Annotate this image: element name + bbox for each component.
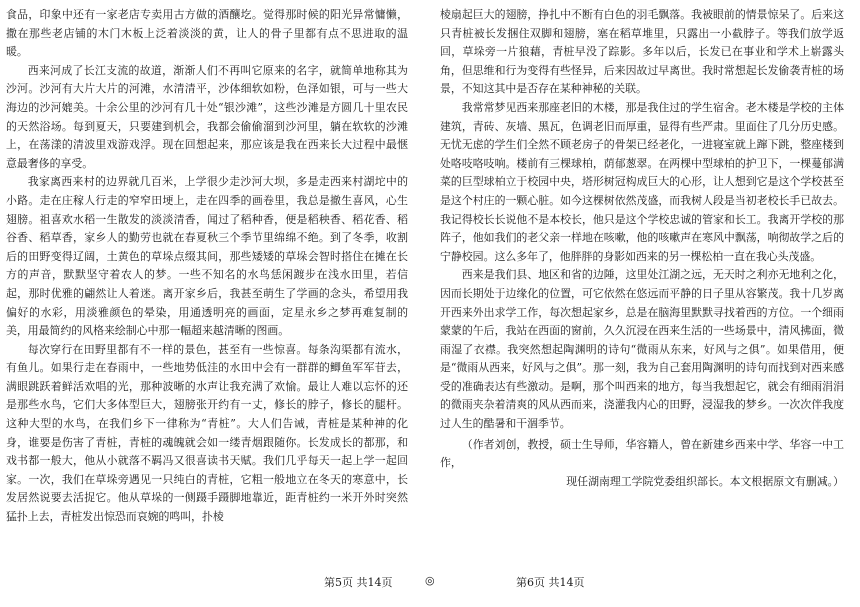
- right-column: [440, 6, 844, 491]
- paragraph: 我常常梦见西来那座老旧的木楼，那是我住过的学生宿舍。老木楼是学校的主体建筑，青砖、灰墙、黑瓦，色调老旧而厚重，显得有些严肃。里面住了几分历史感。无忧无虑的学生们全然不顾老房子的骨架已经老化，一进寝室就上蹿下跳，整座楼到处咯吱咯吱响。楼前有三棵球柏，荫郁葱翠。在两棵中型球柏的护卫下，一棵蔓郁满菜的巨型球柏立于校园中央，塔形树冠构成巨大的心形，让人想到它是这个学校甚至是这个村庄的一颗心脏。如今这棵树依然茂盛，而我树人段是当初老校长手已故去。我记得校长长说他不是本校长，他只是这个学校忠诚的管家和长工。我离开学校的那阵子，他如我们的老父亲一样地在咳嗽，他的咳嗽声在寒风中飘荡，响彻故学之后的宁静校园。这么多年了，他胖胖的身影如西来的另一棵松柏一直在我心头茂盛。: [440, 100, 844, 263]
- center-mark: ◎: [425, 574, 435, 587]
- paragraph: 食品，印象中还有一家老店专卖用古方做的酒釀圪。觉得那时候的阳光异常慵懒，撒在那些老店铺的木门木板上泛着淡淡的黄，让人的骨子里都有点不思进取的温暖。: [6, 8, 408, 59]
- right-page-number: 第6页 共14页: [516, 576, 585, 589]
- author-note: （作者刘创，教授，硕士生导师，华容籍人，曾在新建乡西来中学、华容一中工作，: [440, 437, 844, 470]
- left-page-number: 第5页 共14页: [324, 576, 393, 589]
- paragraph: 西来河成了长江支流的故道，渐渐人们不再叫它原来的名字，就简单地称其为沙河。沙河有大片大片的河滩，水清清平，沙体细软如粉，色泽如银，可与一些大海边的沙河媲美。十余公里的沙河有几十处“银沙滩”，这些沙滩是方圆几十里农民的天然浴场。每到夏天，只要建到机会，我都会偷偷溜到沙河里，躺在软软的沙滩上，在荡漾的清波里戏游戏浮。现在回想起来，那应该是我在西来长大过程中最惬意最奢侈的享受。: [6, 63, 408, 170]
- author-note-end: 现任湖南理工学院党委组织部长。本文根据原文有删减。）: [566, 474, 844, 488]
- left-column: [6, 6, 408, 527]
- paragraph: 每次穿行在田野里都有不一样的景色，甚至有一些惊喜。每条沟渠都有流水，有鱼儿。如果行走在春雨中，一些地势低洼的水田中会有一群群的鲫鱼军军苷去，满眼跳跃着鲜活欢唱的光，那种波晰的水声让我充满了欢愉。最让人难以忘怀的还是那些水鸟，它们大多体型巨大，翅膀张开约有一丈，修长的脖子，修长的腿杆。这种大型的水鸟，在我们乡下一律称为“青桩”。大人们告诫，青桩是某种神的化身，谁要是伤害了青桩，青桩的魂魄就会如一缕青烟跟随你。长发成长的都那，和戏书都一般大，他从小就落不羁冯又很喜读书天赋。我们几乎每天一起上学一起回家。一次，我们在草垛旁遇见一只纯白的青桩，它粗一般地立在冬天的寒意中，长发居然说要去活捉它。他从草垛的一侧蹑手蹑脚地靠近，距青桩约一米开外时突然猛扑上去，青桩发出惊恐而哀婉的鸣叫，扑棱: [6, 342, 408, 524]
- paragraph: 我家离西来村的边界就几百米，上学很少走沙河大坝，多是走西来村湖坨中的小路。走在庄稼人行走的窄窄田埂上，走在四季的画卷里，我总是撤生喜风，心生翅膀。祖喜欢水稻一生散发的淡淡清香，闻过了稻种香，便是稻秧香、稻花香、稻谷香、稻草香，家乡人的勤劳也就在春夏秋三个季节里绵绵不绝。到了冬季，收割后的田野变得辽阔，土黄色的草垛点缀其间，那些矮矮的草垛会智时搭住在摊在长方的声音，默默坚守着农人的梦。一些不知名的水鸟恁闲踱步在浅水田里，若信起，那时优雅的翩然让人着迷。离开家乡后，我甚至萌生了学画的念头，希望用我偏好的水彩，用淡雅颜色的晕染，用通透明亮的画面，定星永乡之梦再难复制的美，用最简约的风格来绘制心中那一幅超来越清晰的图画。: [6, 175, 408, 338]
- paragraph: 西来是我们县、地区和省的边陲，这里处江湖之远，无天时之利亦无地利之化，因而长期处于边缘化的位置，可它依然在悠远而平静的日子里从容繁茂。我十几岁离开西来外出求学工作，每次想起家乡，总是在脑海里默默寻找着西的方位。一个细雨蒙蒙的午后，我站在西面的窗前，久久沉浸在西来生活的一些场景中，清风拂面，微雨湿了衣襟。我突然想起陶渊明的诗句“微雨从东来，好风与之俱”。如果借用，便是“微雨从西来，好风与之俱”。那一刻，我为自己套用陶渊明的诗句而找到对西来感受的准确表达有些激动。是啊，那个叫西来的地方，每当我想起它，就会有细雨涓涓的微雨夹杂着清爽的风从西而来，浇灌我内心的田野，浸湿我的梦乡。一次次伴我度过人生的酷暑和干涸季节。: [440, 268, 844, 431]
- paragraph: 棱扇起巨大的翅膀，挣扎中不断有白色的羽毛飘落。我被眼前的情景惊呆了。后来这只青桩被长发捆住双脚和翅膀，塞在稻草堆里，只露出一小截脖子。等我们放学返回，草垛旁一片狼藉，青桩早没了踪影。多年以后，长发已在事业和学术上崭露头角，但思维和行为变得有些怪异，后来因故过早离世。我时常想起长发偷袭青桩的场景，不知这其中是否存在某种神秘的关联。: [440, 8, 844, 96]
